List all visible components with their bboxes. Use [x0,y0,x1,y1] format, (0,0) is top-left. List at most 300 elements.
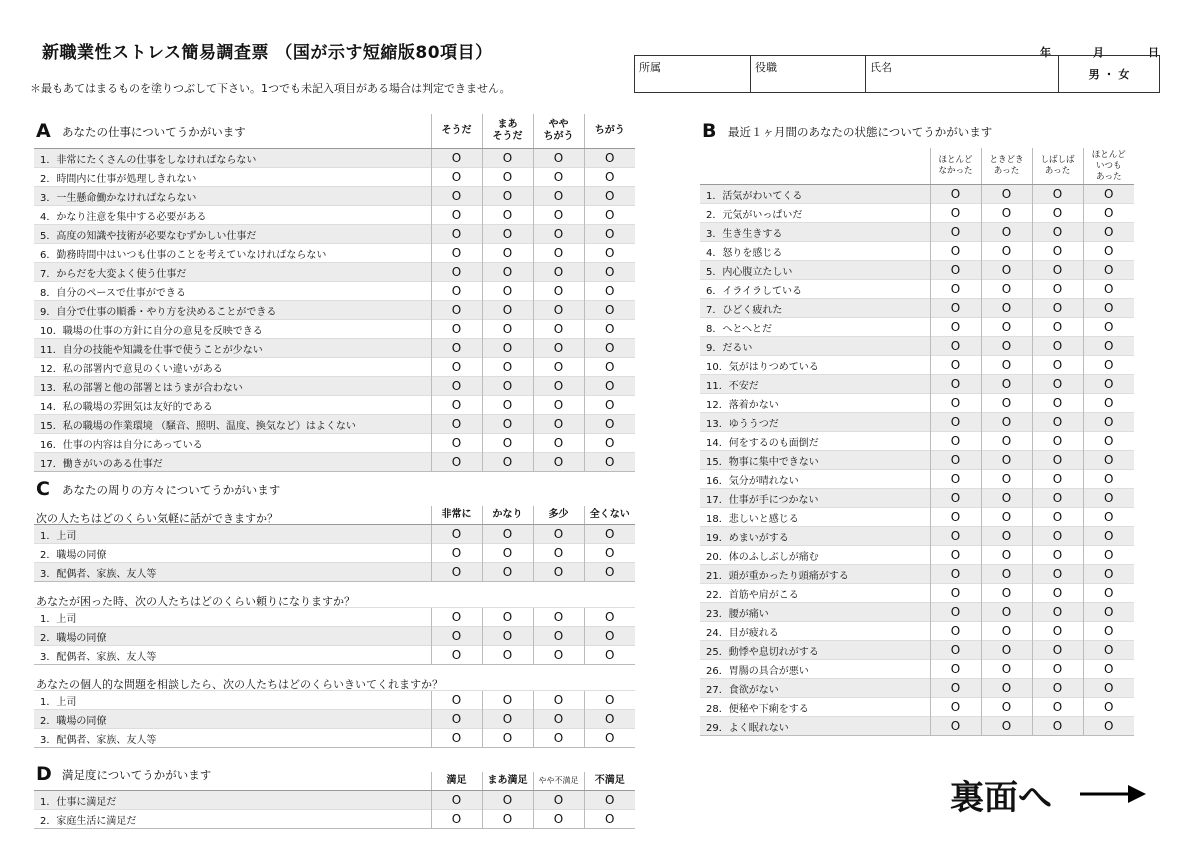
answer-bubble[interactable]: O [431,729,482,748]
answer-bubble[interactable]: O [584,810,635,829]
answer-bubble[interactable]: O [1032,451,1083,470]
answer-bubble[interactable]: O [482,608,533,627]
answer-bubble[interactable]: O [930,242,981,261]
answer-bubble[interactable]: O [930,565,981,584]
answer-bubble[interactable]: O [482,810,533,829]
answer-bubble[interactable]: O [482,168,533,187]
answer-bubble[interactable]: O [431,282,482,301]
question-label: 24．目が疲れる [700,622,930,641]
answer-bubble[interactable]: O [533,544,584,563]
answer-bubble[interactable]: O [431,187,482,206]
option-header: 満足 [431,772,482,791]
answer-bubble[interactable]: O [482,206,533,225]
option-header: 多少 [533,506,584,525]
answer-bubble[interactable]: O [1032,489,1083,508]
answer-bubble[interactable]: O [1083,451,1134,470]
answer-bubble[interactable]: O [981,508,1032,527]
question-row [34,396,635,415]
answer-bubble[interactable]: O [482,646,533,665]
answer-bubble[interactable]: O [981,375,1032,394]
answer-bubble[interactable]: O [1032,527,1083,546]
affiliation-label: 所属 [639,61,661,74]
answer-bubble[interactable]: O [930,280,981,299]
answer-bubble[interactable]: O [482,320,533,339]
question-label: 10．職場の仕事の方針に自分の意見を反映できる [34,320,431,339]
answer-bubble[interactable]: O [482,358,533,377]
answer-bubble[interactable]: O [930,660,981,679]
answer-bubble[interactable]: O [584,453,635,472]
answer-bubble[interactable]: O [533,206,584,225]
page-title: 新職業性ストレス簡易調査票 （国が示す短縮版80項目） [42,43,493,63]
answer-bubble[interactable]: O [1032,660,1083,679]
answer-bubble[interactable]: O [533,301,584,320]
answer-bubble[interactable]: O [482,244,533,263]
answer-bubble[interactable]: O [431,396,482,415]
question-label: 25．動悸や息切れがする [700,641,930,660]
answer-bubble[interactable]: O [1032,299,1083,318]
answer-bubble[interactable]: O [1032,432,1083,451]
question-label: 11．自分の技能や知識を仕事で使うことが少ない [34,339,431,358]
answer-bubble[interactable]: O [1083,698,1134,717]
header-spacer [34,114,431,149]
affiliation-field[interactable] [635,56,751,92]
question-label: 8．自分のペースで仕事ができる [34,282,431,301]
answer-bubble[interactable]: O [533,377,584,396]
answer-bubble[interactable]: O [1083,280,1134,299]
answer-bubble[interactable]: O [584,225,635,244]
answer-bubble[interactable]: O [533,627,584,646]
answer-bubble[interactable]: O [1083,584,1134,603]
question-label: 2．職場の同僚 [34,544,431,563]
answer-bubble[interactable]: O [1083,622,1134,641]
answer-bubble[interactable]: O [930,204,981,223]
answer-bubble[interactable]: O [482,544,533,563]
answer-bubble[interactable]: O [1083,641,1134,660]
answer-bubble[interactable]: O [1032,280,1083,299]
answer-bubble[interactable]: O [981,565,1032,584]
answer-bubble[interactable]: O [431,646,482,665]
answer-bubble[interactable]: O [930,508,981,527]
question-row [34,691,635,710]
section-d-title: 満足度についてうかがいます [62,768,212,782]
answer-bubble[interactable]: O [1032,717,1083,736]
section-b-title: 最近１ヶ月間のあなたの状態についてうかがいます [728,125,993,139]
answer-bubble[interactable]: O [981,451,1032,470]
respondent-info-box [634,55,1160,93]
answer-bubble[interactable]: O [930,603,981,622]
answer-bubble[interactable]: O [533,563,584,582]
answer-bubble[interactable]: O [584,434,635,453]
section-c-table-3 [34,690,635,748]
answer-bubble[interactable]: O [431,525,482,544]
answer-bubble[interactable]: O [1083,356,1134,375]
answer-bubble[interactable]: O [1032,356,1083,375]
answer-bubble[interactable]: O [584,691,635,710]
question-label: 12．私の部署内で意見のくい違いがある [34,358,431,377]
answer-bubble[interactable]: O [1032,508,1083,527]
answer-bubble[interactable]: O [482,627,533,646]
answer-bubble[interactable]: O [1032,679,1083,698]
question-row [700,261,1134,280]
answer-bubble[interactable]: O [981,622,1032,641]
answer-bubble[interactable]: O [584,187,635,206]
answer-bubble[interactable]: O [533,225,584,244]
answer-bubble[interactable]: O [533,149,584,168]
answer-bubble[interactable]: O [1032,641,1083,660]
position-field[interactable] [751,56,866,92]
answer-bubble[interactable]: O [1083,603,1134,622]
answer-bubble[interactable]: O [431,627,482,646]
answer-bubble[interactable]: O [1083,717,1134,736]
answer-bubble[interactable]: O [981,204,1032,223]
answer-bubble[interactable]: O [533,434,584,453]
answer-bubble[interactable]: O [533,415,584,434]
answer-bubble[interactable]: O [1083,489,1134,508]
answer-bubble[interactable]: O [930,185,981,204]
answer-bubble[interactable]: O [431,434,482,453]
answer-bubble[interactable]: O [1032,394,1083,413]
answer-bubble[interactable]: O [930,299,981,318]
answer-bubble[interactable]: O [482,377,533,396]
answer-bubble[interactable]: O [981,698,1032,717]
answer-bubble[interactable]: O [1083,432,1134,451]
answer-bubble[interactable]: O [584,339,635,358]
question-row [700,489,1134,508]
answer-bubble[interactable]: O [482,729,533,748]
answer-bubble[interactable]: O [431,244,482,263]
answer-bubble[interactable]: O [1032,413,1083,432]
answer-bubble[interactable]: O [981,223,1032,242]
gender-selector[interactable]: 男 ・ 女 [1088,68,1130,81]
answer-bubble[interactable]: O [584,729,635,748]
answer-bubble[interactable]: O [584,320,635,339]
answer-bubble[interactable]: O [930,375,981,394]
answer-bubble[interactable]: O [482,396,533,415]
question-label: 15．物事に集中できない [700,451,930,470]
answer-bubble[interactable]: O [1032,584,1083,603]
answer-bubble[interactable]: O [584,244,635,263]
question-label: 12．落着かない [700,394,930,413]
answer-bubble[interactable]: O [431,168,482,187]
answer-bubble[interactable]: O [981,242,1032,261]
next-page-label: 裏面へ [950,778,1052,818]
answer-bubble[interactable]: O [981,280,1032,299]
option-header: まあ そうだ [482,114,533,149]
options-header-row [34,772,635,791]
answer-bubble[interactable]: O [930,318,981,337]
answer-bubble[interactable]: O [584,168,635,187]
answer-bubble[interactable]: O [482,225,533,244]
answer-bubble[interactable]: O [431,301,482,320]
answer-bubble[interactable]: O [981,413,1032,432]
answer-bubble[interactable]: O [930,337,981,356]
answer-bubble[interactable]: O [1032,603,1083,622]
option-header: まあ満足 [482,772,533,791]
section-a-letter: A [36,120,51,142]
question-label: 16．気分が晴れない [700,470,930,489]
question-label: 22．首筋や肩がこる [700,584,930,603]
answer-bubble[interactable]: O [930,698,981,717]
answer-bubble[interactable]: O [533,320,584,339]
answer-bubble[interactable]: O [930,527,981,546]
answer-bubble[interactable]: O [1083,318,1134,337]
answer-bubble[interactable]: O [930,432,981,451]
answer-bubble[interactable]: O [533,263,584,282]
answer-bubble[interactable]: O [981,299,1032,318]
answer-bubble[interactable]: O [431,263,482,282]
answer-bubble[interactable]: O [482,453,533,472]
question-row [700,641,1134,660]
answer-bubble[interactable]: O [981,717,1032,736]
answer-bubble[interactable]: O [584,710,635,729]
question-label: 3．配偶者、家族、友人等 [34,729,431,748]
answer-bubble[interactable]: O [482,434,533,453]
answer-bubble[interactable]: O [1083,394,1134,413]
question-row [34,320,635,339]
answer-bubble[interactable]: O [981,185,1032,204]
answer-bubble[interactable]: O [533,358,584,377]
answer-bubble[interactable]: O [981,584,1032,603]
question-label: 5．高度の知識や技術が必要なむずかしい仕事だ [34,225,431,244]
option-header: 全くない [584,506,635,525]
question-row [34,225,635,244]
answer-bubble[interactable]: O [1083,242,1134,261]
answer-bubble[interactable]: O [930,356,981,375]
answer-bubble[interactable]: O [1032,698,1083,717]
answer-bubble[interactable]: O [584,544,635,563]
answer-bubble[interactable]: O [584,646,635,665]
answer-bubble[interactable]: O [584,791,635,810]
section-b-letter: B [702,120,717,142]
answer-bubble[interactable]: O [981,660,1032,679]
answer-bubble[interactable]: O [431,691,482,710]
answer-bubble[interactable]: O [584,263,635,282]
question-row [700,679,1134,698]
answer-bubble[interactable]: O [930,261,981,280]
answer-bubble[interactable]: O [533,525,584,544]
option-header: かなり [482,506,533,525]
answer-bubble[interactable]: O [482,187,533,206]
question-row [700,413,1134,432]
answer-bubble[interactable]: O [431,377,482,396]
answer-bubble[interactable]: O [1083,527,1134,546]
answer-bubble[interactable]: O [1032,318,1083,337]
answer-bubble[interactable]: O [930,394,981,413]
option-header: ちがう [584,114,635,149]
answer-bubble[interactable]: O [1032,375,1083,394]
answer-bubble[interactable]: O [981,394,1032,413]
question-row [700,603,1134,622]
section-c-letter: C [36,478,50,500]
answer-bubble[interactable]: O [482,710,533,729]
answer-bubble[interactable]: O [533,691,584,710]
answer-bubble[interactable]: O [981,470,1032,489]
question-label: 7．からだを大変よく使う仕事だ [34,263,431,282]
section-c-table-2 [34,607,635,665]
answer-bubble[interactable]: O [981,356,1032,375]
question-row [34,646,635,665]
answer-bubble[interactable]: O [1032,337,1083,356]
answer-bubble[interactable]: O [584,415,635,434]
answer-bubble[interactable]: O [482,691,533,710]
question-label: 2．時間内に仕事が処理しきれない [34,168,431,187]
answer-bubble[interactable]: O [981,432,1032,451]
question-label: 13．ゆううつだ [700,413,930,432]
answer-bubble[interactable]: O [431,453,482,472]
answer-bubble[interactable]: O [584,282,635,301]
answer-bubble[interactable]: O [584,149,635,168]
answer-bubble[interactable]: O [981,337,1032,356]
question-label: 13．私の部署と他の部署とはうまが合わない [34,377,431,396]
answer-bubble[interactable]: O [482,563,533,582]
option-header: しばしば あった [1032,148,1083,185]
question-row [700,470,1134,489]
answer-bubble[interactable]: O [584,563,635,582]
answer-bubble[interactable]: O [533,168,584,187]
answer-bubble[interactable]: O [533,187,584,206]
answer-bubble[interactable]: O [930,641,981,660]
answer-bubble[interactable]: O [482,149,533,168]
answer-bubble[interactable]: O [533,339,584,358]
answer-bubble[interactable]: O [1083,299,1134,318]
answer-bubble[interactable]: O [431,358,482,377]
answer-bubble[interactable]: O [431,608,482,627]
answer-bubble[interactable]: O [533,282,584,301]
answer-bubble[interactable]: O [1083,223,1134,242]
section-d-letter: D [36,763,52,785]
answer-bubble[interactable]: O [584,377,635,396]
option-header: やや ちがう [533,114,584,149]
answer-bubble[interactable]: O [1083,261,1134,280]
answer-bubble[interactable]: O [1083,679,1134,698]
answer-bubble[interactable]: O [482,301,533,320]
answer-bubble[interactable]: O [930,223,981,242]
answer-bubble[interactable]: O [482,415,533,434]
answer-bubble[interactable]: O [584,358,635,377]
answer-bubble[interactable]: O [1083,185,1134,204]
answer-bubble[interactable]: O [584,206,635,225]
answer-bubble[interactable]: O [584,627,635,646]
question-label: 21．頭が重かったり頭痛がする [700,565,930,584]
answer-bubble[interactable]: O [981,527,1032,546]
answer-bubble[interactable]: O [431,206,482,225]
answer-bubble[interactable]: O [930,489,981,508]
answer-bubble[interactable]: O [1032,204,1083,223]
answer-bubble[interactable]: O [584,608,635,627]
answer-bubble[interactable]: O [482,339,533,358]
answer-bubble[interactable]: O [482,263,533,282]
answer-bubble[interactable]: O [930,451,981,470]
answer-bubble[interactable]: O [533,608,584,627]
answer-bubble[interactable]: O [1083,565,1134,584]
answer-bubble[interactable]: O [431,544,482,563]
question-row [34,339,635,358]
answer-bubble[interactable]: O [930,470,981,489]
answer-bubble[interactable]: O [981,489,1032,508]
answer-bubble[interactable]: O [1032,622,1083,641]
answer-bubble[interactable]: O [533,729,584,748]
question-row [700,394,1134,413]
question-label: 2．職場の同僚 [34,710,431,729]
answer-bubble[interactable]: O [981,679,1032,698]
question-label: 1．上司 [34,608,431,627]
answer-bubble[interactable]: O [1032,261,1083,280]
question-label: 23．腰が痛い [700,603,930,622]
answer-bubble[interactable]: O [431,563,482,582]
answer-bubble[interactable]: O [1032,185,1083,204]
name-field[interactable] [866,56,1059,92]
answer-bubble[interactable]: O [1032,565,1083,584]
answer-bubble[interactable]: O [981,603,1032,622]
answer-bubble[interactable]: O [930,717,981,736]
answer-bubble[interactable]: O [482,282,533,301]
answer-bubble[interactable]: O [431,225,482,244]
answer-bubble[interactable]: O [431,415,482,434]
answer-bubble[interactable]: O [533,710,584,729]
question-row [700,565,1134,584]
answer-bubble[interactable]: O [533,453,584,472]
question-label: 14．私の職場の雰囲気は友好的である [34,396,431,415]
answer-bubble[interactable]: O [1083,337,1134,356]
answer-bubble[interactable]: O [482,791,533,810]
answer-bubble[interactable]: O [1032,546,1083,565]
question-row [34,729,635,748]
answer-bubble[interactable]: O [1083,375,1134,394]
answer-bubble[interactable]: O [1083,546,1134,565]
answer-bubble[interactable]: O [533,810,584,829]
answer-bubble[interactable]: O [930,413,981,432]
answer-bubble[interactable]: O [981,261,1032,280]
answer-bubble[interactable]: O [533,244,584,263]
answer-bubble[interactable]: O [533,646,584,665]
answer-bubble[interactable]: O [431,149,482,168]
question-row [34,608,635,627]
answer-bubble[interactable]: O [981,641,1032,660]
answer-bubble[interactable]: O [482,525,533,544]
question-row [700,185,1134,204]
answer-bubble[interactable]: O [1032,242,1083,261]
answer-bubble[interactable]: O [431,810,482,829]
answer-bubble[interactable]: O [584,396,635,415]
answer-bubble[interactable]: O [930,679,981,698]
answer-bubble[interactable]: O [930,584,981,603]
answer-bubble[interactable]: O [1083,204,1134,223]
question-row [34,244,635,263]
answer-bubble[interactable]: O [533,396,584,415]
answer-bubble[interactable]: O [1032,223,1083,242]
answer-bubble[interactable]: O [431,320,482,339]
answer-bubble[interactable]: O [981,546,1032,565]
answer-bubble[interactable]: O [1083,413,1134,432]
answer-bubble[interactable]: O [533,791,584,810]
answer-bubble[interactable]: O [584,301,635,320]
question-row [34,544,635,563]
answer-bubble[interactable]: O [584,525,635,544]
answer-bubble[interactable]: O [1083,470,1134,489]
answer-bubble[interactable]: O [431,791,482,810]
answer-bubble[interactable]: O [930,622,981,641]
answer-bubble[interactable]: O [431,339,482,358]
question-row [700,280,1134,299]
answer-bubble[interactable]: O [1083,660,1134,679]
section-a-title: あなたの仕事についてうかがいます [62,125,246,139]
answer-bubble[interactable]: O [930,546,981,565]
question-label: 10．気がはりつめている [700,356,930,375]
answer-bubble[interactable]: O [1032,470,1083,489]
answer-bubble[interactable]: O [981,318,1032,337]
answer-bubble[interactable]: O [1083,508,1134,527]
answer-bubble[interactable]: O [431,710,482,729]
